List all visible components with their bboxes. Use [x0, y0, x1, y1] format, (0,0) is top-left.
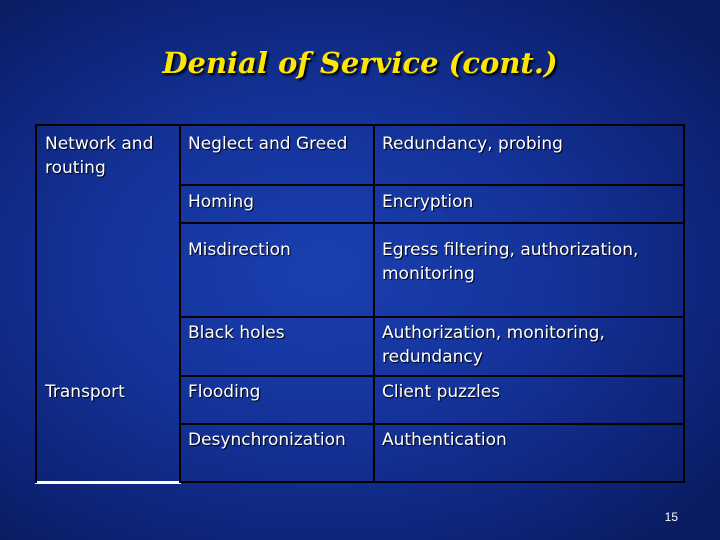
slide-title: Denial of Service (cont.): [162, 46, 558, 80]
row-divider: [179, 423, 685, 425]
defense-line: Authorization, monitoring,: [382, 323, 605, 343]
defense-line: Client puzzles: [382, 382, 501, 402]
attack-cell: Flooding: [188, 382, 261, 402]
layer-label-line: Transport: [45, 382, 125, 402]
column-divider: [373, 124, 375, 483]
row-divider: [179, 375, 685, 377]
layer-bottom-border: [35, 481, 181, 484]
attack-cell: Desynchronization: [188, 430, 346, 450]
attack-cell: Homing: [188, 192, 255, 212]
page-number: 15: [664, 510, 678, 524]
defense-line: redundancy: [382, 347, 483, 367]
defense-cell: [382, 428, 507, 452]
defense-cell: [382, 190, 473, 214]
layer-cell-network: [45, 132, 153, 180]
defense-cell: [382, 132, 563, 156]
defense-cell: [382, 238, 638, 286]
attack-cell: Black holes: [188, 323, 285, 343]
layer-label-line: Network and: [45, 134, 154, 154]
defense-line: Redundancy, probing: [382, 134, 563, 154]
defense-line: Encryption: [382, 192, 474, 212]
defense-line: Authentication: [382, 430, 507, 450]
row-divider: [179, 184, 685, 186]
attack-cell: Neglect and Greed: [188, 134, 348, 154]
defense-cell: [382, 380, 500, 404]
layer-label-line: routing: [45, 158, 106, 178]
row-divider: [179, 316, 685, 318]
table-top-border: [35, 124, 685, 126]
table-bottom-border: [179, 481, 685, 483]
table-left-border: [35, 124, 37, 483]
attack-cell: Misdirection: [188, 240, 291, 260]
layer-cell-transport: [45, 380, 125, 404]
row-divider: [179, 222, 685, 224]
column-divider: [179, 124, 181, 483]
defense-line: Egress filtering, authorization,: [382, 240, 639, 260]
defense-cell: [382, 321, 605, 369]
defense-line: monitoring: [382, 264, 475, 284]
table-right-border: [683, 124, 685, 483]
